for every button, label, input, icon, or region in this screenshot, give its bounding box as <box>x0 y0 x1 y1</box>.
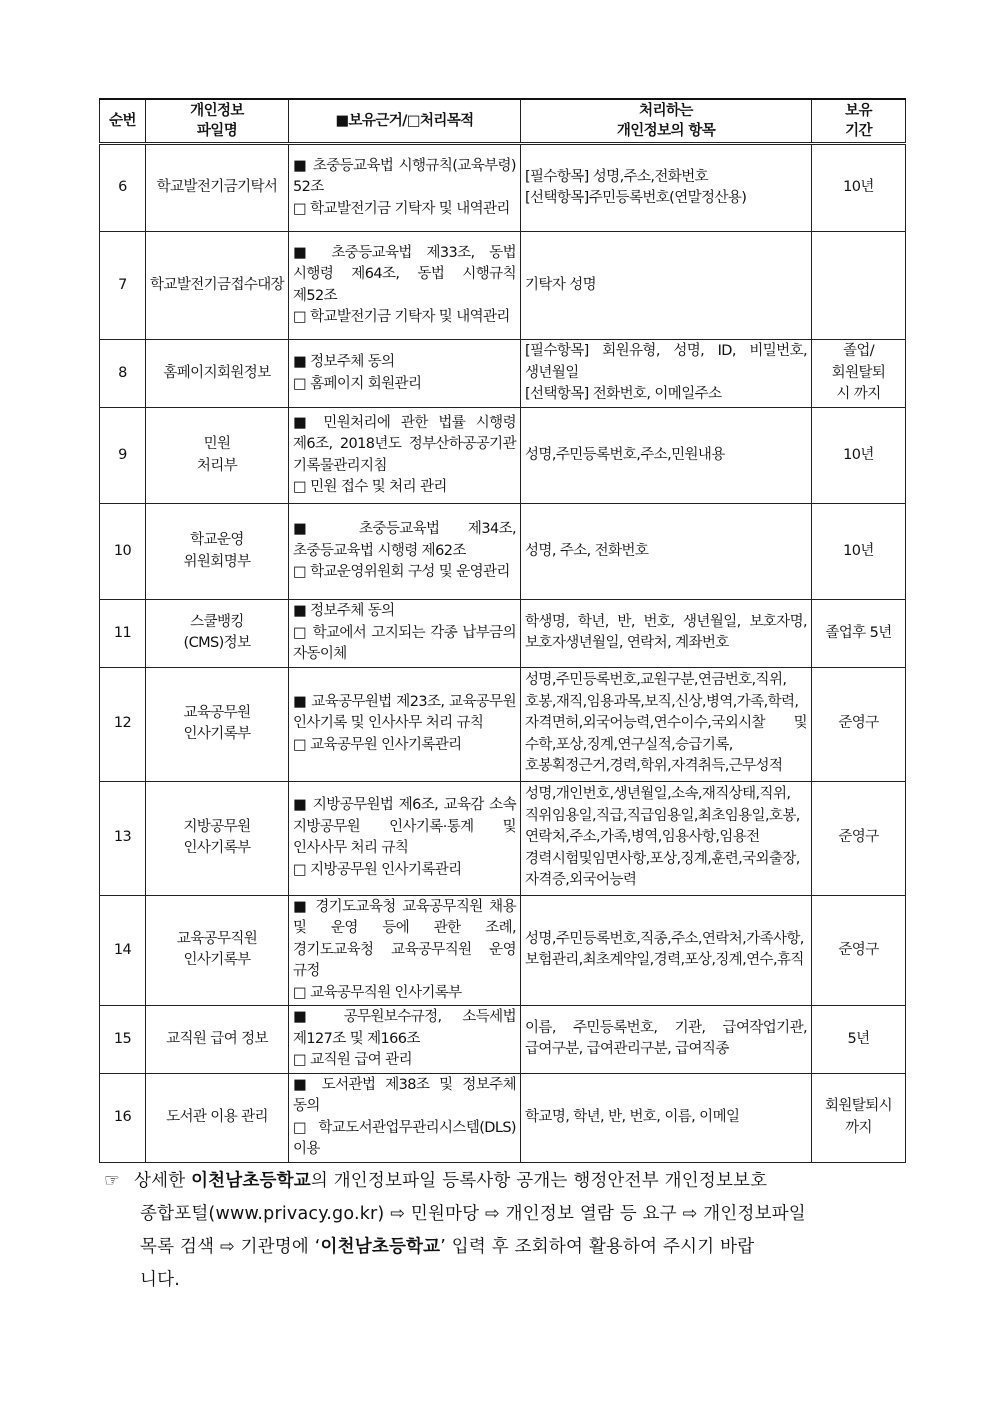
retention-basis: ■ 정보주체 동의 <box>293 354 395 370</box>
header-items-line2: 개인정보의 항목 <box>616 123 716 139</box>
basis-purpose-cell <box>289 895 521 1006</box>
row-number: 16 <box>100 1073 146 1162</box>
notice-line-4: 니다. <box>140 1270 180 1290</box>
table-row <box>100 781 906 895</box>
retention-period: 10년 <box>812 504 906 600</box>
header-items-line1: 처리하는 <box>639 103 693 119</box>
retention-period: 졸업후 5년 <box>812 600 906 668</box>
processing-purpose: □ 학교발전기금 기탁자 및 내역관리 <box>293 309 510 325</box>
table-row <box>100 504 906 600</box>
notice-text: 상세한 <box>134 1171 192 1191</box>
personal-info-items: 기탁자 성명 <box>521 232 812 340</box>
row-number: 10 <box>100 504 146 600</box>
retention-period: 5년 <box>812 1006 906 1074</box>
notice-text: ’ 입력 후 조회하여 활용하여 주시기 바랍 <box>440 1237 755 1257</box>
personal-info-items: [필수항목] 회원유형, 성명, ID, 비밀번호, 생년월일 [선택항목] 전화번호, 이메일주소 <box>521 340 812 408</box>
processing-purpose: □ 학교도서관업무관리시스템(DLS)이용 <box>293 1119 516 1157</box>
notice-line-3 <box>104 1231 904 1264</box>
retention-basis: ■ 경기도교육청 교육공무직원 채용 및 운영 등에 관한 조례, 경기도교육청 교육공무직원 운영 규정 <box>293 898 516 979</box>
header-basis: ■보유근거/□처리목적 <box>289 99 521 144</box>
retention-basis: ■ 민원처리에 관한 법률 시행령 제6조, 2018년도 정부산하공공기관 기록물관리지침 <box>293 414 516 474</box>
row-number: 8 <box>100 340 146 408</box>
header-items <box>521 99 812 144</box>
header-no: 순번 <box>100 99 146 144</box>
processing-purpose: □ 교육공무직원 인사기록부 <box>293 984 462 1001</box>
row-number: 9 <box>100 408 146 504</box>
file-name: 홈페이지회원정보 <box>146 340 289 408</box>
retention-period: 회원탈퇴시 까지 <box>812 1073 906 1162</box>
notice-paragraph <box>104 1165 904 1297</box>
personal-info-items: 학생명, 학년, 반, 번호, 생년월일, 보호자명, 보호자생년월일, 연락처, 계좌번호 <box>521 600 812 668</box>
personal-info-items: 성명,주민등록번호,직종,주소,연락처,가족사항,보험관리,최초계약일,경력,포상,징계,연수,휴직 <box>521 895 812 1006</box>
basis-purpose-cell <box>289 1006 521 1074</box>
retention-period: 10년 <box>812 144 906 232</box>
retention-period <box>812 232 906 340</box>
processing-purpose: □ 교육공무원 인사기록관리 <box>293 736 462 753</box>
table-header-row <box>100 99 906 144</box>
file-name: 교육공무원 인사기록부 <box>146 667 289 781</box>
notice-line-1 <box>104 1165 904 1198</box>
retention-basis: ■ 공무원보수규정, 소득세법 제127조 및 제166조 <box>293 1009 516 1047</box>
row-number: 15 <box>100 1006 146 1074</box>
row-number: 13 <box>100 781 146 895</box>
header-file-name-line1: 개인정보 <box>190 103 244 119</box>
notice-text: 의 개인정보파일 등록사항 공개는 행정안전부 개인정보보호 <box>310 1171 768 1191</box>
processing-purpose: □ 교직원 급여 관리 <box>293 1052 412 1068</box>
row-number: 14 <box>100 895 146 1006</box>
personal-info-items: 성명,개인번호,생년월일,소속,재직상태,직위,직위임용일,직급,직급임용일,최초임용일,호봉,연락처,주소,가족,병역,임용사항,임용전 경력시험및임면사항,포상,징계,훈련,국외출장,자격증,외국어능력 <box>521 781 812 895</box>
table-row <box>100 1006 906 1074</box>
header-file-name <box>146 99 289 144</box>
file-name: 교육공무직원 인사기록부 <box>146 895 289 1006</box>
personal-info-items: 성명, 주소, 전화번호 <box>521 504 812 600</box>
privacy-file-table-container <box>99 98 905 1163</box>
basis-purpose-cell <box>289 340 521 408</box>
school-name: 이천남초등학교 <box>320 1237 441 1257</box>
basis-purpose-cell <box>289 667 521 781</box>
privacy-file-table <box>99 98 906 1163</box>
table-row <box>100 600 906 668</box>
retention-basis: ■ 초중등교육법 시행규칙(교육부령) 52조 <box>293 157 516 196</box>
file-name: 학교발전기금접수대장 <box>146 232 289 340</box>
file-name: 교직원 급여 정보 <box>146 1006 289 1074</box>
retention-period: 준영구 <box>812 667 906 781</box>
retention-period: 졸업/ 회원탈퇴 시 까지 <box>812 340 906 408</box>
basis-purpose-cell <box>289 144 521 232</box>
retention-basis: ■ 초중등교육법 제34조, 초중등교육법 시행령 제62조 <box>293 521 516 559</box>
personal-info-items: [필수항목] 성명,주소,전화번호 [선택항목]주민등록번호(연말정산용) <box>521 144 812 232</box>
notice-text: 목록 검색 ⇨ 기관명에 ‘ <box>140 1237 321 1257</box>
table-row <box>100 667 906 781</box>
processing-purpose: □ 학교에서 고지되는 각종 납부금의 자동이체 <box>293 624 516 662</box>
table-row <box>100 340 906 408</box>
personal-info-items: 성명,주민등록번호,교원구분,연금번호,직위,호봉,재직,임용과목,보직,신상,병역,가족,학력,자격면허,외국어능력,연수이수,국외시찰 및 수학,포상,징계,연구실적,승급기록,호봉획정근거,경력,학위,자격취득,근무성적 <box>521 667 812 781</box>
basis-purpose-cell <box>289 504 521 600</box>
table-row <box>100 408 906 504</box>
processing-purpose: □ 홈페이지 회원관리 <box>293 375 422 392</box>
table-body <box>100 144 906 1163</box>
basis-purpose-cell <box>289 600 521 668</box>
school-name: 이천남초등학교 <box>191 1171 311 1191</box>
retention-period: 준영구 <box>812 895 906 1006</box>
retention-basis: ■ 교육공무원법 제23조, 교육공무원 인사기록 및 인사사무 처리 규칙 <box>293 693 516 732</box>
pointing-hand-icon: ☞ <box>104 1171 120 1191</box>
retention-basis: ■ 정보주체 동의 <box>293 603 395 619</box>
basis-purpose-cell <box>289 232 521 340</box>
personal-info-items: 학교명, 학년, 반, 번호, 이름, 이메일 <box>521 1073 812 1162</box>
processing-purpose: □ 지방공무원 인사기록관리 <box>293 861 462 878</box>
row-number: 11 <box>100 600 146 668</box>
row-number: 12 <box>100 667 146 781</box>
basis-purpose-cell <box>289 781 521 895</box>
header-period-line1: 보유 <box>845 103 872 119</box>
processing-purpose: □ 학교운영위원회 구성 및 운영관리 <box>293 564 510 581</box>
processing-purpose: □ 민원 접수 및 처리 관리 <box>293 479 447 495</box>
retention-basis: ■ 도서관법 제38조 및 정보주체 동의 <box>293 1076 516 1114</box>
header-period-line2: 기간 <box>845 123 872 139</box>
table-row <box>100 895 906 1006</box>
table-row <box>100 144 906 232</box>
header-file-name-line2: 파일명 <box>196 123 238 139</box>
retention-period: 10년 <box>812 408 906 504</box>
file-name: 학교운영 위원회명부 <box>146 504 289 600</box>
row-number: 6 <box>100 144 146 232</box>
file-name: 스쿨뱅킹 (CMS)정보 <box>146 600 289 668</box>
personal-info-items: 성명,주민등록번호,주소,민원내용 <box>521 408 812 504</box>
table-row <box>100 232 906 340</box>
personal-info-items: 이름, 주민등록번호, 기관, 급여작업기관, 급여구분, 급여관리구분, 급여직종 <box>521 1006 812 1074</box>
table-row <box>100 1073 906 1162</box>
retention-period: 준영구 <box>812 781 906 895</box>
row-number: 7 <box>100 232 146 340</box>
file-name: 민원 처리부 <box>146 408 289 504</box>
file-name: 학교발전기금기탁서 <box>146 144 289 232</box>
basis-purpose-cell <box>289 1073 521 1162</box>
basis-purpose-cell <box>289 408 521 504</box>
file-name: 지방공무원 인사기록부 <box>146 781 289 895</box>
retention-basis: ■ 초중등교육법 제33조, 동법 시행령 제64조, 동법 시행규칙 제52조 <box>293 244 516 304</box>
file-name: 도서관 이용 관리 <box>146 1073 289 1162</box>
notice-line-2: 종합포털(www.privacy.go.kr) ⇨ 민원마당 ⇨ 개인정보 열람 등 요구 ⇨ 개인정보파일 <box>140 1204 806 1224</box>
header-period <box>812 99 906 144</box>
processing-purpose: □ 학교발전기금 기탁자 및 내역관리 <box>293 200 510 217</box>
retention-basis: ■ 지방공무원법 제6조, 교육감 소속 지방공무원 인사기록·통계 및 인사사무 처리 규칙 <box>293 797 516 856</box>
